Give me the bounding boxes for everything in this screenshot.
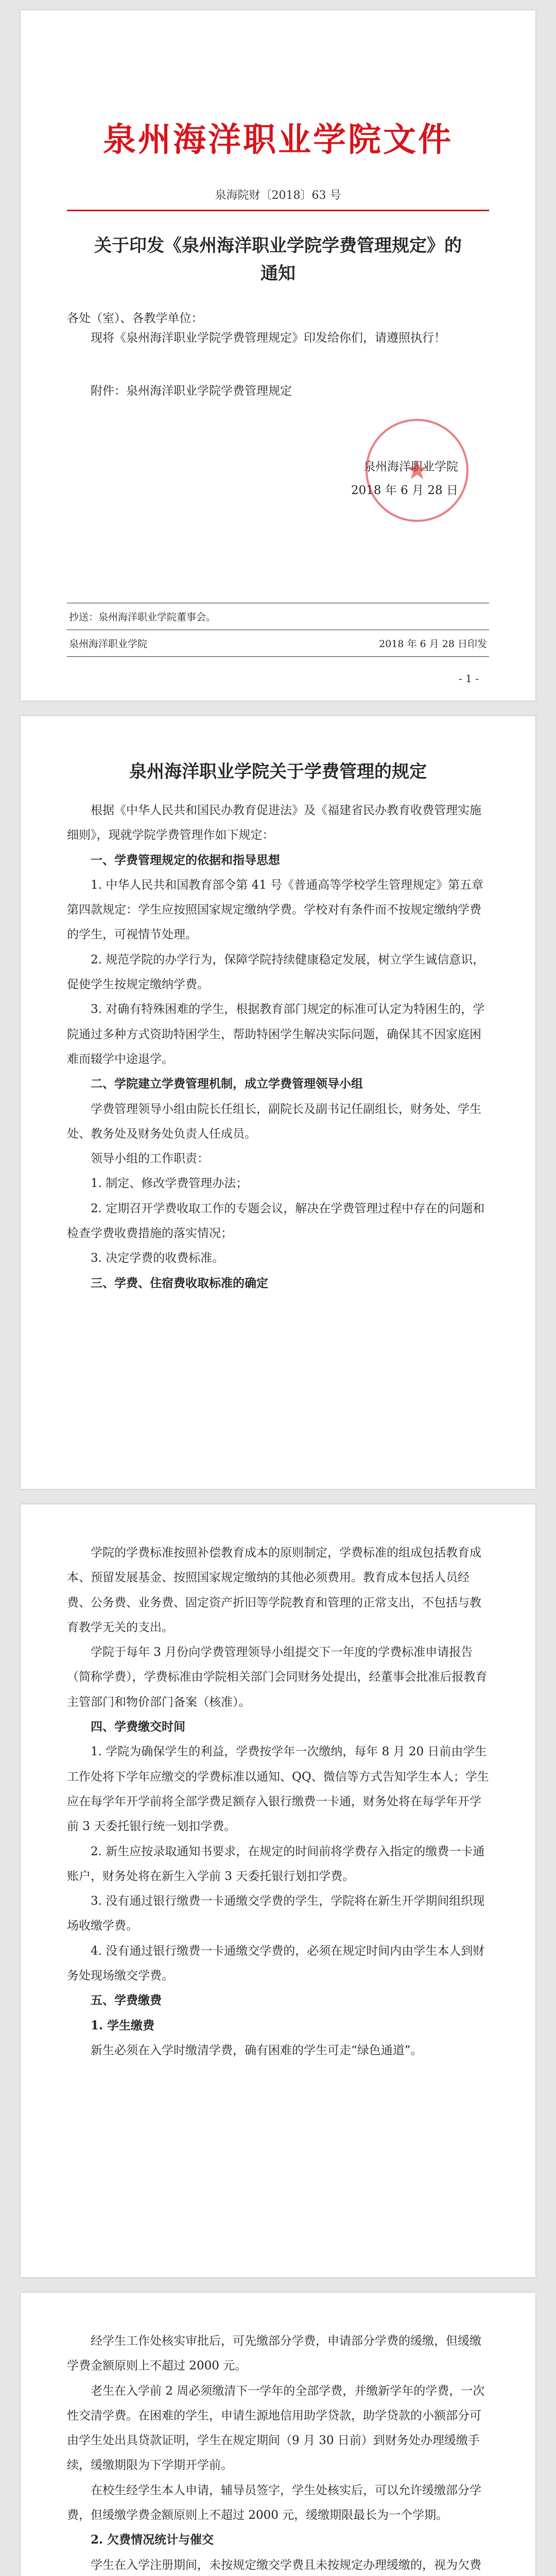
- page-number: - 1 -: [459, 672, 479, 685]
- copy-to-table: [67, 603, 489, 657]
- regulation-page-2: [21, 1504, 535, 2277]
- chapter-3-heading: 三、学费、住宿费收取标准的确定: [91, 1276, 268, 1290]
- copy-to-row: [67, 603, 489, 630]
- signer: 泉州海洋职业学院: [363, 460, 458, 474]
- regulation-intro: 根据《中华人民共和国民办教育促进法》及《福建省民办教育收费管理实施细则》，现就学院学费管理作如下规定：: [67, 804, 481, 842]
- regulation-page-1: [21, 716, 535, 1489]
- paragraph: 1. 制定、修改学费管理办法；: [91, 1177, 248, 1191]
- chapter-4-heading: 四、学费缴交时间: [91, 1720, 185, 1734]
- copy-to: 抄送：泉州海洋职业学院董事会。: [69, 612, 216, 623]
- paragraph: 学院的学费标准按照补偿教育成本的原则制定，学费标准的组成包括教育成本、预留发展基金、按照国家规定缴纳的其他必须费用。教育成本包括人员经费、公务费、业务费、固定资产折旧等学院教育和管理的正常支出，不包括与教育教学无关的支出。: [67, 1546, 481, 1634]
- notice-body: 现将《泉州海洋职业学院学费管理规定》印发给你们，请遵照执行！: [91, 331, 446, 345]
- paragraph: 4. 没有通过银行缴费一卡通缴交学费的，必须在规定时间内由学生本人到财务处现场缴交学费。: [67, 1944, 485, 1983]
- red-divider: [67, 210, 489, 211]
- official-seal-icon: [366, 419, 468, 522]
- paragraph: 新生必须在入学时缴清学费，确有困难的学生可走“绿色通道”。: [91, 2043, 423, 2057]
- salutation: 各处（室）、各教学单位：: [67, 311, 203, 325]
- paragraph: 学费管理领导小组由院长任组长，副院长及副书记任副组长，财务处、学生处、教务处及财务处负责人任成员。: [67, 1102, 481, 1141]
- chapter-1-heading: 一、学费管理规定的依据和指导思想: [91, 853, 280, 867]
- paragraph: 在校生经学生本人申请，辅导员签字，学生处核实后，可以允许缓缴部分学费，但缓缴学费金额原则上不超过 2000 元，缓缴期限最长为一个学期。: [67, 2483, 481, 2522]
- document-header: 泉州海洋职业学院文件: [103, 121, 453, 159]
- regulation-page-3: [21, 2293, 535, 2576]
- paragraph: 老生在入学前 2 周必须缴清下一学年的全部学费，并缴新学年的学费，一次性交清学费。在困难的学生，申请生源地信用助学贷款，助学贷款的小额部分可由学生处出具贷款证明，学生在规定期间（9 月 30 日前）到财务处办理缓缴手续，缓缴期限为下学期开学前。: [67, 2384, 485, 2472]
- paragraph: 经学生工作处核实审批后，可先缴部分学费，申请部分学费的缓缴，但缓缴学费金额原则上不超过 2000 元。: [67, 2334, 481, 2373]
- section-heading: 1. 学生缴费: [91, 2018, 155, 2032]
- chapter-2-heading: 二、学院建立学费管理机制，成立学费管理领导小组: [91, 1077, 363, 1091]
- issuer-row: [67, 630, 489, 656]
- paragraph: 1. 中华人民共和国教育部令第 41 号《普通高等学校学生管理规定》第五章第四款规定：学生应按照国家规定缴纳学费。学校对有条件而不按规定缴纳学费的学生，可视情节处理。: [67, 878, 484, 942]
- chapter-5-heading: 五、学费缴费: [91, 1994, 162, 2008]
- attachment-line: 附件：泉州海洋职业学院学费管理规定: [91, 384, 292, 398]
- notice-title: [67, 232, 489, 288]
- document-number: 泉海院财〔2018〕63 号: [215, 189, 341, 202]
- regulation-title: 泉州海洋职业学院关于学费管理的规定: [129, 761, 427, 782]
- notice-page: [21, 10, 535, 701]
- issuer: 泉州海洋职业学院: [69, 638, 148, 650]
- paragraph: 2. 新生应按录取通知书要求，在规定的时间前将学费存入指定的缴费一卡通账户，财务处将在新生入学前 3 天委托银行划扣学费。: [67, 1844, 485, 1883]
- paragraph: 3. 决定学费的收费标准。: [91, 1251, 224, 1265]
- paragraph: 学院于每年 3 月份向学费管理领导小组提交下一年度的学费标准申请报告（简称学费），学费标准由学院相关部门会同财务处提出，经董事会批准后报教育主管部门和物价部门备案（核准）。: [67, 1646, 488, 1709]
- notice-title-line2: 通知: [260, 263, 296, 284]
- paragraph: 领导小组的工作职责：: [91, 1152, 209, 1166]
- paragraph: 1. 学院为确保学生的利益，学费按学年一次缴纳，每年 8 月 20 日前由学生工作处将下学年应缴交的学费标准以通知、QQ、微信等方式告知学生本人；学生应在每学年开学前将全部学费足额存入银行缴费一卡通，财务处将在每学年开学前 3 天委托银行统一划扣学费。: [67, 1745, 489, 1834]
- paragraph: 2. 规范学院的办学行为，保障学院持续健康稳定发展，树立学生诚信意识，促使学生按规定缴纳学费。: [67, 953, 485, 992]
- signature-block: [67, 455, 489, 502]
- section-heading: 2. 欠费情况统计与催交: [91, 2533, 214, 2547]
- print-date: 2018 年 6 月 28 日印发: [379, 638, 487, 650]
- paragraph: 学生在入学注册期间，未按规定缴交学费且未按规定办理缓缴的，视为欠费: [91, 2558, 481, 2572]
- paragraph: 3. 对确有特殊困难的学生，根据教育部门规定的标准可认定为特困生的，学院通过多种方式资助特困学生，帮助特困学生解决实际问题，确保其不因家庭困难而辍学中途退学。: [67, 1003, 485, 1066]
- notice-title-line1: 关于印发《泉州海洋职业学院学费管理规定》的: [94, 235, 462, 256]
- paragraph: 2. 定期召开学费收取工作的专题会议，解决在学费管理过程中存在的问题和检查学费收费措施的落实情况；: [67, 1201, 485, 1241]
- paragraph: 3. 没有通过银行缴费一卡通缴交学费的学生，学院将在新生开学期间组织现场收缴学费。: [67, 1894, 485, 1933]
- sign-date: 2018 年 6 月 28 日: [351, 484, 458, 498]
